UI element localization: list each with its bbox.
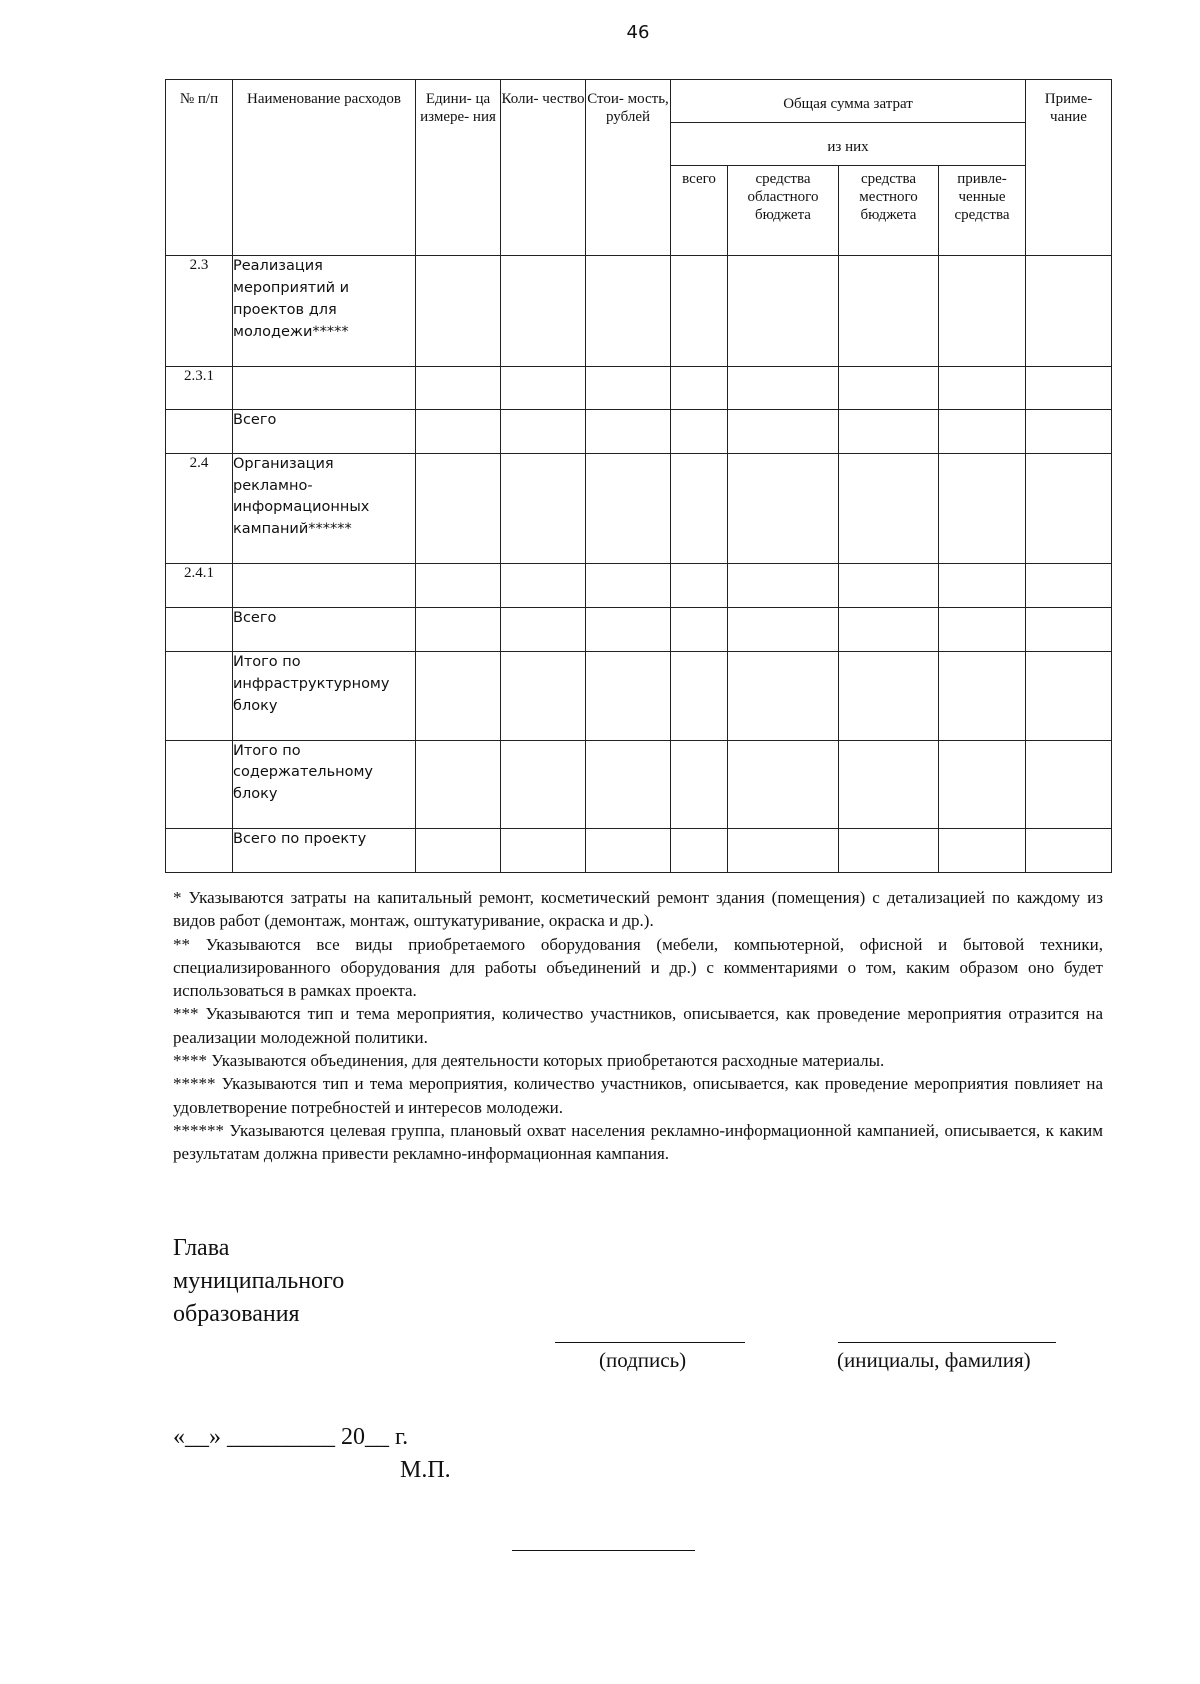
table-row (166, 256, 1112, 366)
row-name (233, 564, 416, 608)
name-line (838, 1342, 1056, 1343)
row-num (166, 828, 233, 872)
table-row (166, 366, 1112, 409)
footnotes (173, 886, 1103, 1166)
name-caption: (инициалы, фамилия) (837, 1348, 1031, 1372)
header-regional: средства областного бюджета (728, 166, 839, 256)
table-row (166, 564, 1112, 608)
row-name: Итого по содержательному блоку (233, 740, 416, 828)
row-num (166, 740, 233, 828)
row-name: Реализация мероприятий и проектов для молодежи***** (233, 256, 416, 366)
row-num: 2.4 (166, 453, 233, 563)
row-name: Всего (233, 409, 416, 453)
footnote-2: ** Указываются все виды приобретаемого оборудования (мебели, компьютерной, офисной и бытовой техники, специализированного оборудования для работы объединений и др.) с комментариями о том, каким образом оно будет использоваться в рамках проекта. (173, 934, 1103, 1001)
row-num: 2.3.1 (166, 366, 233, 409)
date-field: «__» _________ 20__ г. (173, 1424, 409, 1450)
row-name: Всего по проекту (233, 828, 416, 872)
header-name: Наименование расходов (233, 80, 416, 256)
header-note: Приме- чание (1026, 80, 1112, 256)
signatory-title-line3: образования (173, 1301, 300, 1327)
table-row (166, 608, 1112, 652)
row-num (166, 652, 233, 740)
header-total-group: Общая сумма затрат (671, 80, 1026, 123)
header-local: средства местного бюджета (839, 166, 939, 256)
table-row (166, 409, 1112, 453)
footnote-4: **** Указываются объединения, для деятельности которых приобретаются расходные материалы. (173, 1051, 885, 1071)
table-row (166, 828, 1112, 872)
page-number: 46 (626, 22, 650, 43)
signature-line (555, 1342, 745, 1343)
row-name (233, 366, 416, 409)
row-num (166, 409, 233, 453)
row-num: 2.4.1 (166, 564, 233, 608)
footnote-1: * Указываются затраты на капитальный ремонт, косметический ремонт здания (помещения) с детализацией по каждому из видов работ (демонтаж, монтаж, оштукатуривание, окраска и др.). (173, 888, 1103, 931)
row-num (166, 608, 233, 652)
header-cost: Стои- мость, рублей (586, 80, 671, 256)
row-name: Итого по инфраструктурному блоку (233, 652, 416, 740)
stamp-label: М.П. (400, 1457, 451, 1483)
header-total: всего (671, 166, 728, 256)
signature-caption: (подпись) (599, 1348, 687, 1372)
signatory-title-line2: муниципального (173, 1268, 345, 1294)
header-of-which: из них (671, 123, 1026, 166)
row-name: Всего (233, 608, 416, 652)
table-row (166, 453, 1112, 563)
signatory-title-line1: Глава (173, 1235, 230, 1261)
row-num: 2.3 (166, 256, 233, 366)
budget-table (165, 79, 1112, 873)
footnote-3: *** Указываются тип и тема мероприятия, количество участников, описывается, как проведение мероприятия отразится на реализации молодежной политики. (173, 1004, 1103, 1047)
signatory-title (173, 1232, 344, 1331)
header-unit: Едини- ца измере- ния (416, 80, 501, 256)
header-qty: Коли- чество (501, 80, 586, 256)
footnote-5: ***** Указываются тип и тема мероприятия, количество участников, описывается, как проведение мероприятия повлияет на удовлетворение потребностей и интересов молодежи. (173, 1074, 1103, 1117)
closing-divider (512, 1550, 695, 1551)
row-name: Организация рекламно-информационных кампаний****** (233, 453, 416, 563)
footnote-6: ****** Указываются целевая группа, плановый охват населения рекламно-информационной кампанией, описывается, к каким результатам должна привести рекламно-информационная кампания. (173, 1120, 1103, 1164)
header-num: № п/п (166, 80, 233, 256)
header-attracted: привле- ченные средства (939, 166, 1026, 256)
table-row (166, 740, 1112, 828)
table-row (166, 652, 1112, 740)
